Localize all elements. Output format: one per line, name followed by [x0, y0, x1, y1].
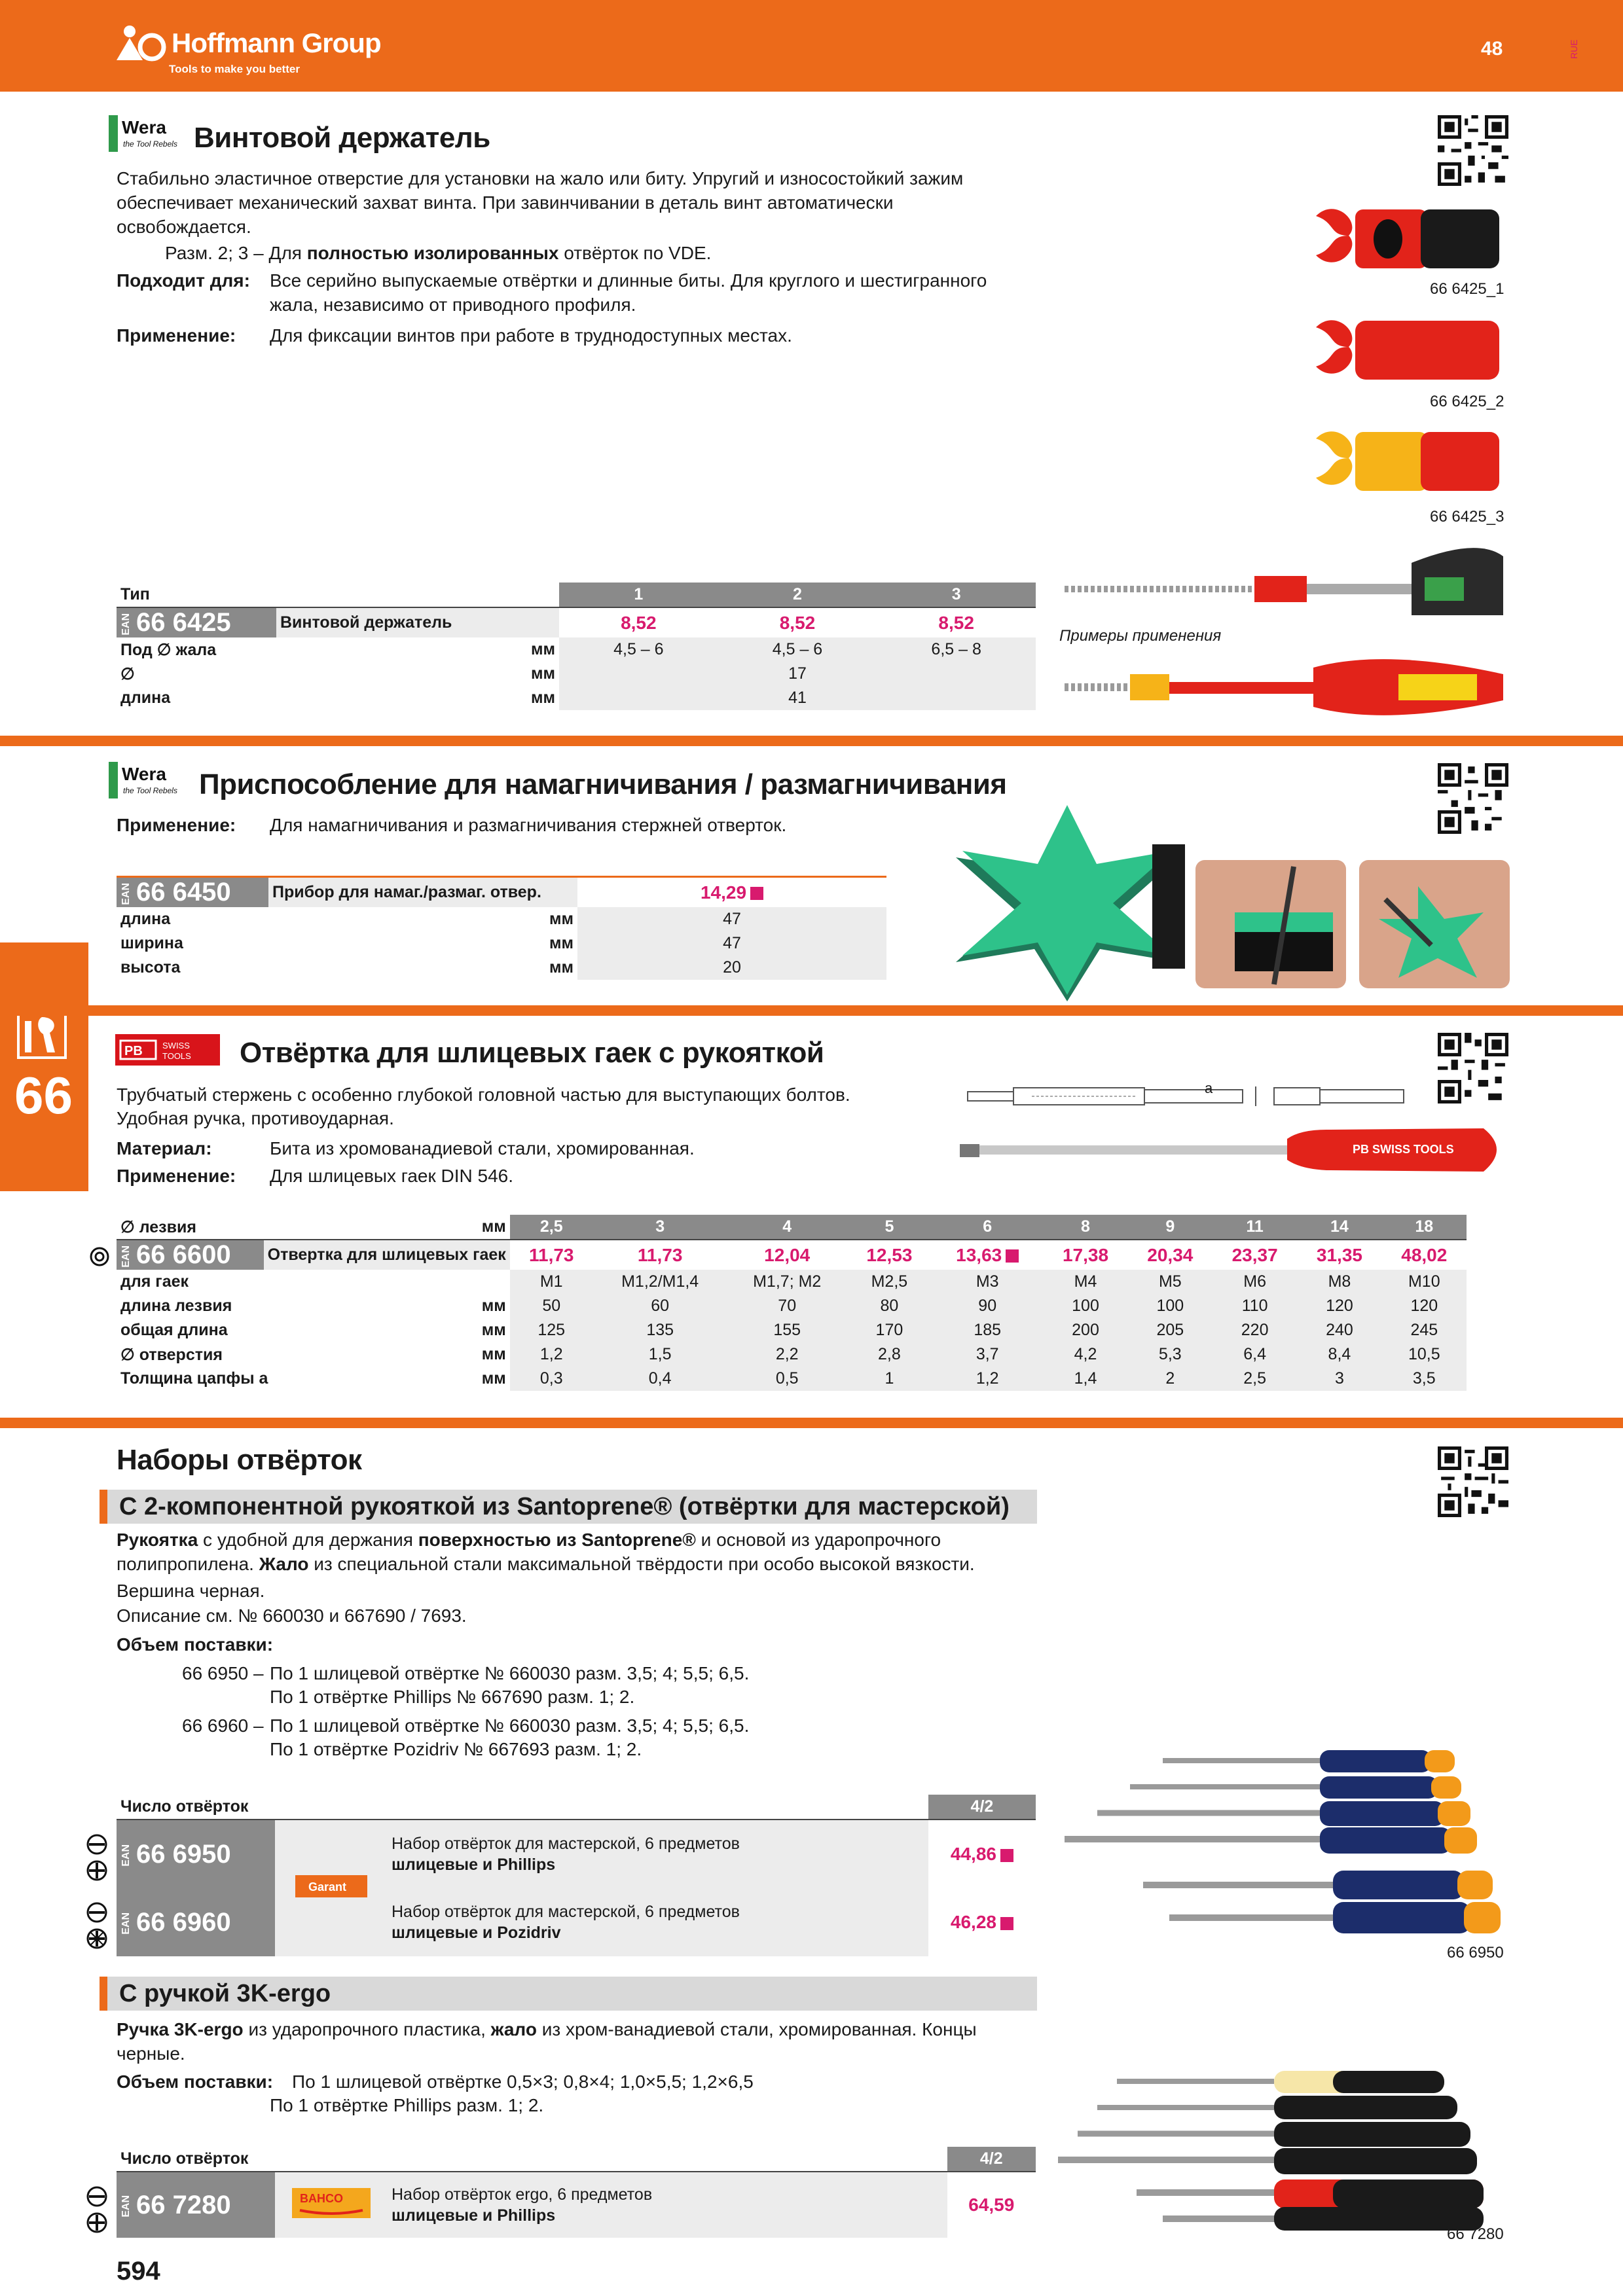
cell: 205 — [1128, 1318, 1213, 1342]
image-caption: 66 6950 — [1447, 1944, 1504, 1962]
new-marker-icon — [750, 887, 763, 900]
cell: M5 — [1128, 1270, 1213, 1294]
section1-spec-table — [117, 583, 1036, 710]
article-number[interactable]: EAN 66 6425 — [117, 607, 276, 637]
row-unit: мм — [549, 958, 574, 977]
cell: 60 — [593, 1294, 727, 1318]
price-2: 8,52 — [779, 612, 816, 633]
row-label: высота — [120, 958, 181, 977]
row-label: Под ∅ жала — [120, 640, 217, 659]
new-marker-icon — [1006, 1249, 1019, 1263]
handle-brand: PB SWISS TOOLS — [1353, 1143, 1454, 1156]
cell: 6,4 — [1213, 1342, 1297, 1367]
price: 14,29 — [577, 877, 886, 908]
section1-title: Винтовой держатель — [194, 122, 490, 154]
garant-logo-icon — [295, 1875, 367, 1897]
row-label: ∅ отверстия — [120, 1345, 223, 1364]
use-label: Применение: — [117, 325, 236, 346]
row-label: Толщина цапфы a — [120, 1369, 268, 1388]
chapter-number: 66 — [14, 1066, 73, 1124]
cell: 1,2 — [932, 1367, 1043, 1391]
qr-code-icon[interactable] — [1438, 763, 1508, 834]
section2-spec-table — [117, 876, 886, 980]
cell: 3,7 — [932, 1342, 1043, 1367]
image-caption-2: 66 6425_2 — [1430, 393, 1504, 410]
cell: 20 — [577, 956, 886, 980]
svg-text:Wera: Wera — [122, 764, 166, 784]
qr-code-icon[interactable] — [1438, 1033, 1508, 1103]
cell: 0,3 — [510, 1367, 593, 1391]
cell: 120 — [1382, 1294, 1467, 1318]
cell: 41 — [559, 686, 1036, 710]
scope-line: По 1 отвёртке Phillips № 667690 разм. 1; 2. — [270, 1687, 635, 1707]
cell: M10 — [1382, 1270, 1467, 1294]
product-name: Винтовой держатель — [276, 607, 559, 637]
cell: 3,5 — [1382, 1367, 1467, 1391]
product-name: Набор отвёрток ergo, 6 предметов шлицевые и Phillips — [388, 2172, 947, 2238]
slot-and-phillips-icon — [85, 2185, 109, 2237]
cell: 1 — [847, 1367, 932, 1391]
cell: 155 — [727, 1318, 847, 1342]
price: 13,63 — [932, 1240, 1043, 1270]
svg-text:PB: PB — [124, 1044, 143, 1058]
price: 20,34 — [1147, 1244, 1194, 1265]
cell: 2,5 — [1213, 1367, 1297, 1391]
row-unit: мм — [549, 910, 574, 928]
article-number[interactable]: EAN 66 6960 — [117, 1888, 275, 1956]
svg-text:BAHCO: BAHCO — [300, 2191, 343, 2205]
application-drill-image — [1058, 537, 1503, 615]
row-label: ширина — [120, 934, 183, 952]
bahco-logo-icon — [292, 2188, 371, 2218]
dimension-label: a — [1205, 1080, 1213, 1096]
slot-and-pozidriv-icon — [85, 1901, 109, 1953]
price: 11,73 — [637, 1244, 683, 1265]
footer-page-number: 594 — [117, 2257, 160, 2286]
application-screwdriver-image — [1058, 648, 1503, 726]
section4-title: Наборы отвёрток — [117, 1444, 362, 1476]
bahco-set-table — [117, 2147, 1036, 2238]
cell: M6 — [1213, 1270, 1297, 1294]
cell: M1,7; M2 — [727, 1270, 847, 1294]
size-col: 5 — [847, 1215, 932, 1240]
slot-and-phillips-icon — [85, 1833, 109, 1885]
cell: M1,2/M1,4 — [593, 1270, 727, 1294]
type-label: Тип — [117, 583, 255, 607]
cell: 17 — [559, 662, 1036, 686]
cell: 4,5 – 6 — [559, 637, 718, 662]
sub2-paragraph: Ручка 3K-ergo из ударопрочного пластика, жало из хром-ванадиевой стали, хромированная. Концы черные. — [117, 2019, 977, 2064]
tools-icon — [16, 1008, 68, 1060]
cell: 4,2 — [1043, 1342, 1127, 1367]
section-divider — [0, 1005, 1623, 1016]
size-col: 8 — [1043, 1215, 1127, 1240]
section3-title: Отвёртка для шлицевых гаек с рукояткой — [240, 1037, 824, 1069]
row-label: ∅ — [120, 664, 135, 683]
size-col: 11 — [1213, 1215, 1297, 1240]
fits-text: Все серийно выпускаемые отвёртки и длинные биты. Для круглого и шестигранного жала, независимо от приводного профиля. — [270, 270, 987, 315]
svg-text:Garant: Garant — [308, 1880, 347, 1893]
price: 17,38 — [1062, 1244, 1109, 1265]
scope-label: Объем поставки: — [117, 1634, 274, 1655]
price: 64,59 — [968, 2195, 1015, 2215]
scope-line: По 1 отвёртке Phillips разм. 1; 2. — [270, 2095, 544, 2115]
size-col: 2,5 — [510, 1215, 593, 1240]
screwdriver-set-bahco-image — [1058, 2068, 1510, 2232]
row-label: ∅ лезвия — [117, 1215, 264, 1240]
region-code: RUE — [1569, 39, 1579, 59]
row-unit: мм — [531, 640, 555, 658]
brand-name: Hoffmann Group — [172, 27, 381, 58]
cell: 6,5 – 8 — [877, 637, 1036, 662]
material-label: Материал: — [117, 1138, 212, 1158]
type-1: 1 — [559, 583, 718, 607]
scope-code: 66 6950 – — [182, 1663, 264, 1683]
image-caption-3: 66 6425_3 — [1430, 508, 1504, 526]
use-label: Применение: — [117, 815, 236, 835]
scope-line: По 1 шлицевой отвёртке № 660030 разм. 3,5; 4; 5,5; 6,5. — [270, 1715, 750, 1736]
cell: 135 — [593, 1318, 727, 1342]
qr-code-icon[interactable] — [1438, 1446, 1508, 1517]
svg-text:TOOLS: TOOLS — [162, 1051, 191, 1061]
section-divider — [0, 1418, 1623, 1428]
magnetizer-usage-image-1 — [1195, 860, 1346, 988]
price-1: 8,52 — [621, 612, 657, 633]
qr-code-icon[interactable] — [1438, 115, 1508, 186]
cell: 47 — [577, 931, 886, 956]
use-text: Для намагничивания и размагничивания стержней отверток. — [270, 815, 787, 835]
cell: 110 — [1213, 1294, 1297, 1318]
use-text: Для фиксации винтов при работе в труднодоступных местах. — [270, 325, 792, 346]
cell: 185 — [932, 1318, 1043, 1342]
row-label: общая длина — [120, 1321, 228, 1339]
cell: M1 — [510, 1270, 593, 1294]
sub1-description-ref: Описание см. № 660030 и 667690 / 7693. — [117, 1605, 467, 1626]
screw-holder-image-3 — [1309, 419, 1506, 504]
cell: 220 — [1213, 1318, 1297, 1342]
magnetizer-image — [943, 805, 1192, 1008]
row-unit — [281, 1270, 510, 1294]
section3-line1: Трубчатый стержень с особенно глубокой головной частью для выступающих болтов. — [117, 1085, 850, 1105]
row-unit: мм — [481, 1297, 506, 1315]
section2-title: Приспособление для намагничивания / размагничивания — [199, 768, 1007, 800]
hoffmann-logo-icon — [115, 24, 170, 63]
magnetizer-usage-image-2 — [1359, 860, 1510, 988]
product-name: Набор отвёрток для мастерской, 6 предметов шлицевые и Pozidriv — [388, 1888, 928, 1956]
brand-tagline: Tools to make you better — [169, 63, 300, 75]
scope-code: 66 6960 – — [182, 1715, 264, 1736]
cell: 100 — [1043, 1294, 1127, 1318]
application-caption: Примеры применения — [1059, 627, 1222, 645]
tool-technical-drawing — [966, 1080, 1405, 1113]
image-caption: 66 7280 — [1447, 2225, 1504, 2243]
count-value: 4/2 — [928, 1795, 1036, 1820]
cell: 1,4 — [1043, 1367, 1127, 1391]
size-col: 4 — [727, 1215, 847, 1240]
top-page-number: 48 — [1481, 38, 1503, 60]
size-col: 9 — [1128, 1215, 1213, 1240]
svg-text:the Tool Rebels: the Tool Rebels — [123, 139, 177, 149]
screw-holder-image-2 — [1309, 308, 1506, 393]
price: 31,35 — [1316, 1244, 1362, 1265]
cell: 50 — [510, 1294, 593, 1318]
product-name: Прибор для намаг./размаг. отвер. — [268, 877, 577, 908]
count-value: 4/2 — [947, 2147, 1036, 2172]
row-unit: мм — [531, 664, 555, 683]
count-label: Число отвёрток — [117, 2147, 947, 2172]
article-number[interactable]: EAN 66 6600 — [117, 1240, 264, 1270]
section3-spec-table — [117, 1215, 1467, 1391]
cell: M8 — [1297, 1270, 1381, 1294]
article-number[interactable]: EAN 66 7280 — [117, 2172, 275, 2238]
article-number[interactable]: EAN 66 6450 — [117, 877, 268, 908]
size-col: 14 — [1297, 1215, 1381, 1240]
svg-text:Wera: Wera — [122, 117, 166, 137]
count-label: Число отвёрток — [117, 1795, 928, 1820]
row-label: для гаек — [120, 1272, 189, 1291]
scope-label: Объем поставки: — [117, 2072, 274, 2092]
type-3: 3 — [877, 583, 1036, 607]
subsection1-title: С 2-компонентной рукояткой из Santoprene® (отвёртки для мастерской) — [100, 1490, 1037, 1524]
cell: 120 — [1297, 1294, 1381, 1318]
type-2: 2 — [718, 583, 877, 607]
pb-swiss-tools-logo-icon — [115, 1034, 220, 1066]
cell: 70 — [727, 1294, 847, 1318]
cell: 47 — [577, 907, 886, 931]
cell: 170 — [847, 1318, 932, 1342]
price-3: 8,52 — [938, 612, 974, 633]
row-unit: мм — [481, 1321, 506, 1339]
use-text: Для шлицевых гаек DIN 546. — [270, 1166, 514, 1186]
cell: 8,4 — [1297, 1342, 1381, 1367]
cell: M4 — [1043, 1270, 1127, 1294]
price: 23,37 — [1231, 1244, 1278, 1265]
sub1-tip-note: Вершина черная. — [117, 1581, 265, 1601]
cell: 200 — [1043, 1318, 1127, 1342]
scope-line: По 1 шлицевой отвёртке № 660030 разм. 3,5; 4; 5,5; 6,5. — [270, 1663, 750, 1683]
cell: M3 — [932, 1270, 1043, 1294]
row-unit: мм — [481, 1369, 506, 1388]
cell: 2 — [1128, 1367, 1213, 1391]
svg-text:SWISS: SWISS — [162, 1041, 190, 1050]
price: 12,04 — [764, 1244, 811, 1265]
new-marker-icon — [1000, 1849, 1013, 1862]
image-caption-1: 66 6425_1 — [1430, 280, 1504, 298]
new-marker-icon — [1000, 1917, 1013, 1930]
cell: 0,5 — [727, 1367, 847, 1391]
cell: 2,8 — [847, 1342, 932, 1367]
slotted-nut-icon — [89, 1246, 110, 1267]
price: 44,86 — [928, 1820, 1036, 1888]
cell: 240 — [1297, 1318, 1381, 1342]
section1-size-note: Разм. 2; 3 – Для полностью изолированных отвёрток по VDE. — [165, 243, 712, 263]
cell: 10,5 — [1382, 1342, 1467, 1367]
material-text: Бита из хромованадиевой стали, хромированная. — [270, 1138, 695, 1158]
subsection2-title: С ручкой 3K-ergo — [100, 1977, 1037, 2011]
section3-line2: Удобная ручка, противоударная. — [117, 1108, 394, 1128]
section-divider — [0, 736, 1623, 746]
sub1-paragraph: Рукоятка с удобной для держания поверхностью из Santoprene® и основой из ударопрочного полипропилена. Жало из специальной стали максимальной твёрдости при особо высокой вязкости. — [117, 1530, 975, 1574]
section1-description: Стабильно эластичное отверстие для установки на жало или биту. Упругий и износостойкий зажим обеспечивает механический захват винта. При завинчивании в деталь винт автоматически освобождается. — [117, 168, 964, 237]
product-name: Набор отвёрток для мастерской, 6 предметов шлицевые и Phillips — [388, 1820, 928, 1888]
cell: 5,3 — [1128, 1342, 1213, 1367]
price: 11,73 — [528, 1244, 574, 1265]
cell: 1,5 — [593, 1342, 727, 1367]
garant-logo — [275, 1820, 388, 1956]
size-col: 6 — [932, 1215, 1043, 1240]
row-unit: мм — [531, 689, 555, 707]
size-col: 18 — [1382, 1215, 1467, 1240]
cell: 2,2 — [727, 1342, 847, 1367]
row-unit: мм — [549, 934, 574, 952]
cell: 3 — [1297, 1367, 1381, 1391]
row-label: длина — [120, 910, 171, 928]
cell: 4,5 – 6 — [718, 637, 877, 662]
cell: 1,2 — [510, 1342, 593, 1367]
size-col: 3 — [593, 1215, 727, 1240]
scope-line: По 1 отвёртке Pozidriv № 667693 разм. 1; 2. — [270, 1739, 642, 1759]
row-label: длина — [120, 689, 171, 707]
svg-text:the Tool Rebels: the Tool Rebels — [123, 786, 177, 795]
wera-logo-icon — [109, 115, 187, 152]
cell: 80 — [847, 1294, 932, 1318]
cell: 0,4 — [593, 1367, 727, 1391]
price: 46,28 — [928, 1888, 1036, 1956]
price: 12,53 — [866, 1244, 913, 1265]
row-unit: мм — [481, 1345, 506, 1363]
screw-holder-image-1 — [1309, 196, 1506, 281]
product-name: Отвертка для шлицевых гаек — [264, 1240, 510, 1270]
screwdriver-set-garant-image — [1058, 1741, 1510, 1944]
article-number[interactable]: EAN 66 6950 — [117, 1820, 275, 1888]
cell: 100 — [1128, 1294, 1213, 1318]
cell: 90 — [932, 1294, 1043, 1318]
row-label: длина лезвия — [120, 1297, 232, 1315]
fits-label: Подходит для: — [117, 270, 250, 291]
scope-line: По 1 шлицевой отвёртке 0,5×3; 0,8×4; 1,0×5,5; 1,2×6,5 — [292, 2072, 754, 2092]
cell: 125 — [510, 1318, 593, 1342]
row-unit: мм — [281, 1215, 510, 1240]
garant-set-table — [117, 1795, 1036, 1956]
use-label: Применение: — [117, 1166, 236, 1186]
bahco-logo — [275, 2172, 388, 2238]
cell: 245 — [1382, 1318, 1467, 1342]
wera-logo-icon — [109, 762, 187, 798]
price: 48,02 — [1401, 1244, 1448, 1265]
cell: M2,5 — [847, 1270, 932, 1294]
